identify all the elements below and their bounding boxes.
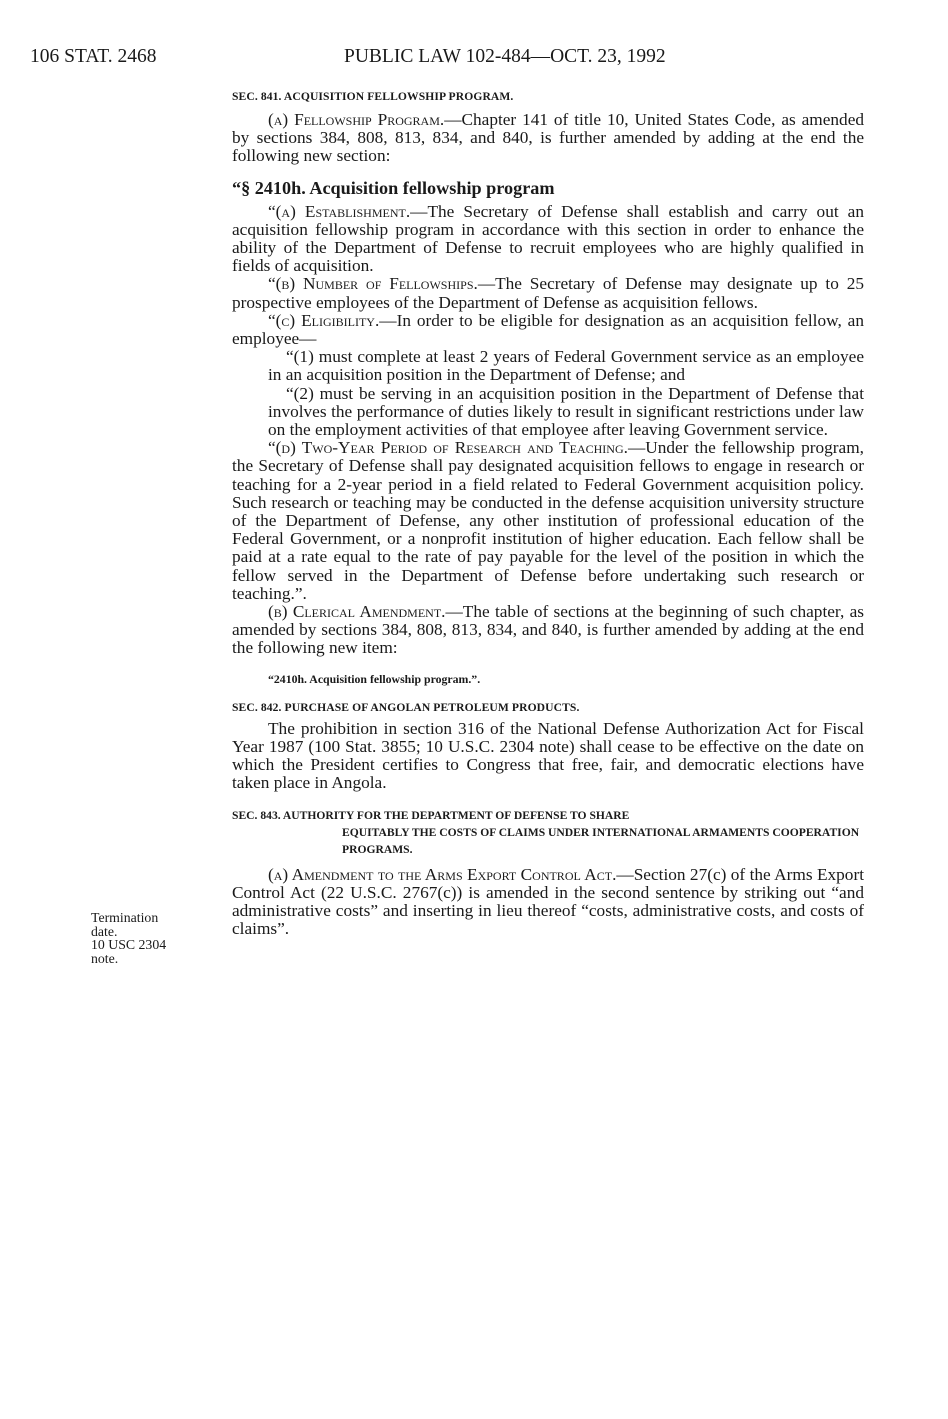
eligibility-paragraph: [232, 312, 864, 348]
margin-note-line: note.: [91, 950, 119, 966]
paragraph-text: —In order to be eligible for designation as an acquisition fellow, an employee—: [232, 310, 864, 349]
two-year-period-paragraph: [232, 439, 864, 603]
eligibility-item-1: “(1) must complete at least 2 years of Federal Government service as an employee in an acquisition position in the Department of Defense; and: [268, 347, 864, 385]
paragraph-label: “(a) Establishment.: [268, 201, 411, 221]
section-843-title-line: SEC. 843. AUTHORITY FOR THE DEPARTMENT OF DEFENSE TO SHARE: [232, 808, 630, 822]
section-842-title: SEC. 842. PURCHASE OF ANGOLAN PETROLEUM PRODUCTS.: [232, 700, 580, 714]
clerical-amendment-paragraph: [232, 603, 864, 658]
section-843-subsection-a: [232, 866, 864, 939]
section-842-text: The prohibition in section 316 of the National Defense Authorization Act for Fiscal Year 1987 (100 Stat. 3855; 10 U.S.C. 2304 note) shall cease to be effective on the date on which the President certifies to Congress that free, fair, and democratic elections have taken place in Angola.: [232, 718, 864, 793]
paragraph-text: —The Secretary of Defense may designate up to 25 prospective employees of the Department of Defense as acquisition fellows.: [232, 274, 864, 312]
establishment-paragraph: [232, 203, 864, 276]
section-843-title: [232, 807, 864, 858]
running-head: PUBLIC LAW 102-484—OCT. 23, 1992: [344, 46, 666, 67]
paragraph-label: “(b) Number of Fellowships.: [268, 274, 478, 294]
margin-note: [91, 911, 201, 965]
paragraph-label: “(d) Two-Year Period of Research and Teaching.: [268, 438, 628, 458]
margin-note-line: date.: [91, 923, 118, 939]
paragraph-text: —The table of sections at the beginning of such chapter, as amended by sections 384, 808, 813, 834, and 840, is further amended by adding at the end the following new item:: [232, 602, 865, 658]
section-843-title-line: EQUITABLY THE COSTS OF CLAIMS UNDER INTERNATIONAL ARMAMENTS COOPERATION PROGRAMS.: [342, 825, 860, 856]
margin-note-line: 10 USC 2304: [91, 937, 167, 952]
document-body: [232, 90, 864, 938]
margin-note-line: Termination: [91, 910, 159, 925]
section-2410h-heading: “§ 2410h. Acquisition fellowship program: [232, 177, 555, 198]
subsection-text: —Section 27(c) of the Arms Export Control Act (22 U.S.C. 2767(c)) is amended in the second sentence by striking out “and administrative costs” and inserting in lieu thereof “costs, administrative costs, and costs of claims”.: [232, 864, 865, 939]
number-of-fellowships-paragraph: [232, 275, 864, 311]
subsection-text: —Chapter 141 of title 10, United States Code, as amended by sections 384, 808, 813, 834, and 840, is further amended by adding at the end the following new section:: [232, 110, 865, 166]
paragraph-text: —The Secretary of Defense shall establish and carry out an acquisition fellowship program in accordance with this section in order to enhance the ability of the Department of Defense to recruit employees who are highly qualified in fields of acquisition.: [232, 201, 864, 276]
page-number: 106 STAT. 2468: [30, 46, 157, 67]
section-841-subsection-a: [232, 111, 864, 166]
subsection-label: (a) Fellowship Program.: [268, 110, 445, 129]
eligibility-item-2: “(2) must be serving in an acquisition position in the Department of Defense that involves the performance of duties likely to result in significant restrictions under law on the employment activities of that employee after leaving Government service.: [268, 383, 864, 440]
table-of-sections-item: “2410h. Acquisition fellowship program.”.: [268, 671, 481, 686]
paragraph-label: (b) Clerical Amendment.: [268, 602, 446, 622]
paragraph-label: “(c) Eligibility.: [268, 310, 380, 330]
subsection-label: (a) Amendment to the Arms Export Control Act.: [268, 864, 617, 884]
section-841-title: SEC. 841. ACQUISITION FELLOWSHIP PROGRAM.: [232, 90, 514, 103]
paragraph-text: —Under the fellowship program, the Secretary of Defense shall pay designated acquisition fellows to engage in research or teaching for a 2-year period in a field related to Federal Government acquisition policy. Such research or teaching may be conducted in the defense acquisition university structure of the Department of Defense, any other institution of professional education of the Federal Government, or a nonprofit institution of higher education. Each fellow shall be paid at a rate equal to the rate of pay payable for the level of the position in which the fellow served in the Department of Defense before undertaking such research or teaching.”.: [232, 438, 864, 603]
